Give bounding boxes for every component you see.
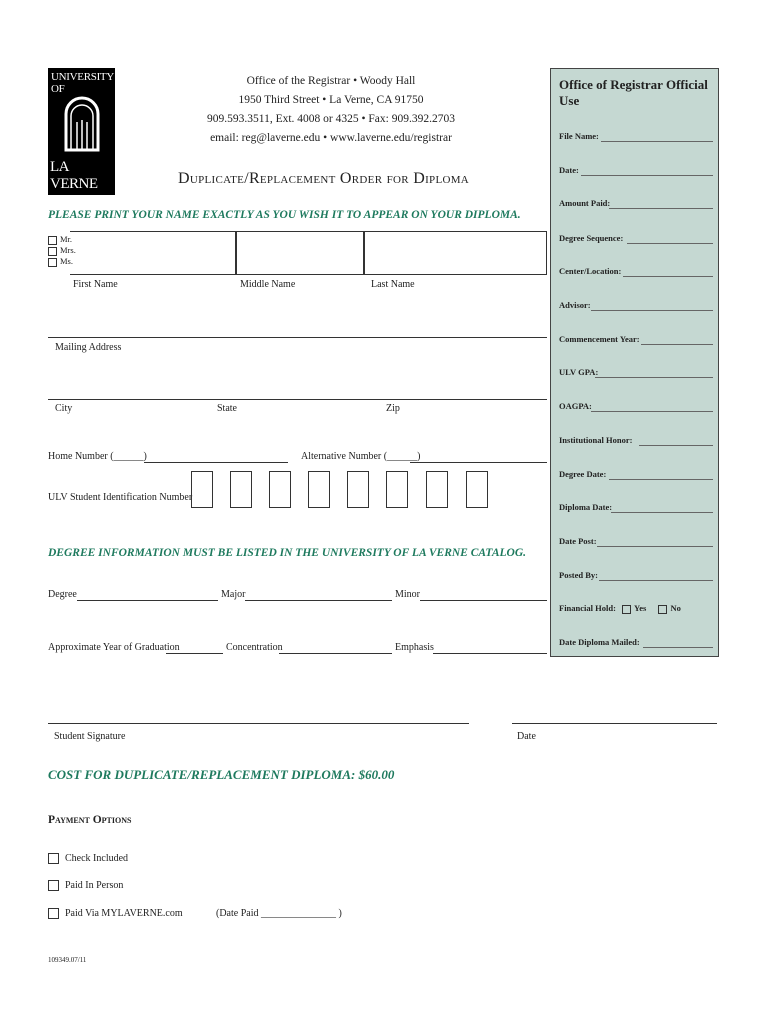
payment-option-check[interactable]: Check Included [48, 853, 128, 864]
zip-label: Zip [386, 403, 400, 414]
date-post-field[interactable] [597, 546, 713, 547]
salutation-mr[interactable]: Mr. [48, 234, 76, 245]
degree-sequence-field[interactable] [627, 243, 713, 244]
degree-sequence-label: Degree Sequence: [559, 233, 624, 243]
last-name-field[interactable] [364, 231, 547, 275]
date-diploma-mailed-label: Date Diploma Mailed: [559, 637, 640, 647]
salutation-ms[interactable]: Ms. [48, 256, 76, 267]
address-line: Office of the Registrar • Woody Hall [246, 75, 416, 87]
student-id-digit-box[interactable] [191, 471, 213, 508]
form-code: 109349.07/11 [48, 956, 87, 964]
first-name-label: First Name [73, 279, 118, 290]
student-id-digit-box[interactable] [466, 471, 488, 508]
degree-instruction: DEGREE INFORMATION MUST BE LISTED IN THE UNIVERSITY OF LA VERNE CATALOG. [48, 547, 527, 559]
minor-field[interactable] [420, 600, 547, 601]
payment-option-online[interactable]: Paid Via MYLAVERNE.com [48, 908, 183, 919]
alt-number-field[interactable] [410, 462, 547, 463]
amount-paid-label: Amount Paid: [559, 198, 611, 208]
student-signature-field[interactable] [48, 723, 469, 724]
alt-number-label: Alternative Number (______) [301, 451, 421, 462]
financial-hold-label: Financial Hold: [559, 603, 616, 613]
checkbox-icon[interactable] [48, 880, 59, 891]
diploma-date-label: Diploma Date: [559, 502, 613, 512]
signature-date-label: Date [517, 731, 536, 742]
concentration-label: Concentration [226, 642, 283, 653]
address-line: 1950 Third Street • La Verne, CA 91750 [238, 94, 424, 106]
student-signature-label: Student Signature [54, 731, 126, 742]
institutional-honor-label: Institutional Honor: [559, 435, 633, 445]
payment-options-heading: Payment Options [48, 814, 132, 826]
emphasis-field[interactable] [433, 653, 547, 654]
major-field[interactable] [245, 600, 392, 601]
logo-line2: LA VERNE [50, 159, 98, 192]
ulv-gpa-label: ULV GPA: [559, 367, 599, 377]
mailing-address-field[interactable] [48, 337, 547, 338]
advisor-field[interactable] [591, 310, 713, 311]
emphasis-label: Emphasis [395, 642, 434, 653]
signature-date-field[interactable] [512, 723, 717, 724]
file-name-label: File Name: [559, 131, 599, 141]
date-diploma-mailed-field[interactable] [643, 647, 713, 648]
home-number-label: Home Number (______) [48, 451, 147, 462]
degree-date-label: Degree Date: [559, 469, 607, 479]
official-use-title: Office of Registrar Official Use [559, 77, 708, 108]
posted-by-label: Posted By: [559, 570, 598, 580]
last-name-label: Last Name [371, 279, 415, 290]
financial-hold [559, 603, 681, 614]
date-post-label: Date Post: [559, 536, 597, 546]
checkbox-icon[interactable] [658, 605, 667, 614]
center-location-field[interactable] [623, 276, 713, 277]
student-id-digit-box[interactable] [347, 471, 369, 508]
checkbox-icon[interactable] [48, 258, 57, 267]
university-logo [48, 68, 115, 195]
degree-date-field[interactable] [609, 479, 713, 480]
checkbox-icon[interactable] [622, 605, 631, 614]
checkbox-icon[interactable] [48, 853, 59, 864]
oagpa-label: OAGPA: [559, 401, 592, 411]
form-title: Duplicate/Replacement Order for Diploma [178, 170, 470, 187]
date-field[interactable] [581, 175, 713, 176]
degree-field[interactable] [77, 600, 218, 601]
center-location-label: Center/Location: [559, 266, 622, 276]
checkbox-icon[interactable] [48, 908, 59, 919]
financial-hold-yes[interactable]: Yes [622, 603, 646, 613]
official-use-panel [550, 68, 719, 657]
checkbox-icon[interactable] [48, 236, 57, 245]
ulv-gpa-field[interactable] [595, 377, 713, 378]
state-label: State [217, 403, 237, 414]
commencement-year-label: Commencement Year: [559, 334, 640, 344]
student-id-digit-box[interactable] [308, 471, 330, 508]
middle-name-label: Middle Name [240, 279, 296, 290]
salutation-mrs[interactable]: Mrs. [48, 245, 76, 256]
file-name-field[interactable] [601, 141, 713, 142]
amount-paid-field[interactable] [609, 208, 713, 209]
student-id-digit-box[interactable] [269, 471, 291, 508]
city-state-zip-field[interactable] [48, 399, 547, 400]
name-instruction: PLEASE PRINT YOUR NAME EXACTLY AS YOU WISH IT TO APPEAR ON YOUR DIPLOMA. [48, 209, 521, 221]
date-label: Date: [559, 165, 579, 175]
advisor-label: Advisor: [559, 300, 591, 310]
date-paid-label: (Date Paid _______________ ) [216, 908, 342, 919]
oagpa-field[interactable] [591, 411, 713, 412]
address-line: 909.593.3511, Ext. 4008 or 4325 • Fax: 909.392.2703 [207, 113, 455, 125]
student-id-digit-box[interactable] [386, 471, 408, 508]
minor-label: Minor [395, 589, 420, 600]
student-id-digit-box[interactable] [230, 471, 252, 508]
concentration-field[interactable] [279, 653, 392, 654]
financial-hold-no[interactable]: No [658, 603, 680, 613]
grad-year-field[interactable] [166, 653, 223, 654]
checkbox-icon[interactable] [48, 247, 57, 256]
student-id-label: ULV Student Identification Number [48, 492, 193, 503]
address-line: email: reg@laverne.edu • www.laverne.edu/registrar [210, 132, 452, 144]
commencement-year-field[interactable] [641, 344, 713, 345]
middle-name-field[interactable] [236, 231, 364, 275]
payment-option-in-person[interactable]: Paid In Person [48, 880, 123, 891]
logo-line1: UNIVERSITY OF [51, 71, 114, 95]
building-arch-icon [62, 92, 102, 152]
diploma-date-field[interactable] [611, 512, 713, 513]
major-label: Major [221, 589, 246, 600]
student-id-digit-box[interactable] [426, 471, 448, 508]
home-number-field[interactable] [144, 462, 288, 463]
grad-year-label: Approximate Year of Graduation [48, 642, 180, 653]
degree-label: Degree [48, 589, 77, 600]
cost-statement: COST FOR DUPLICATE/REPLACEMENT DIPLOMA: $60.00 [48, 767, 395, 782]
institutional-honor-field[interactable] [639, 445, 713, 446]
first-name-field[interactable] [70, 231, 236, 275]
mailing-address-label: Mailing Address [55, 342, 122, 353]
posted-by-field[interactable] [599, 580, 713, 581]
city-label: City [55, 403, 73, 414]
registrar-address [200, 72, 462, 148]
